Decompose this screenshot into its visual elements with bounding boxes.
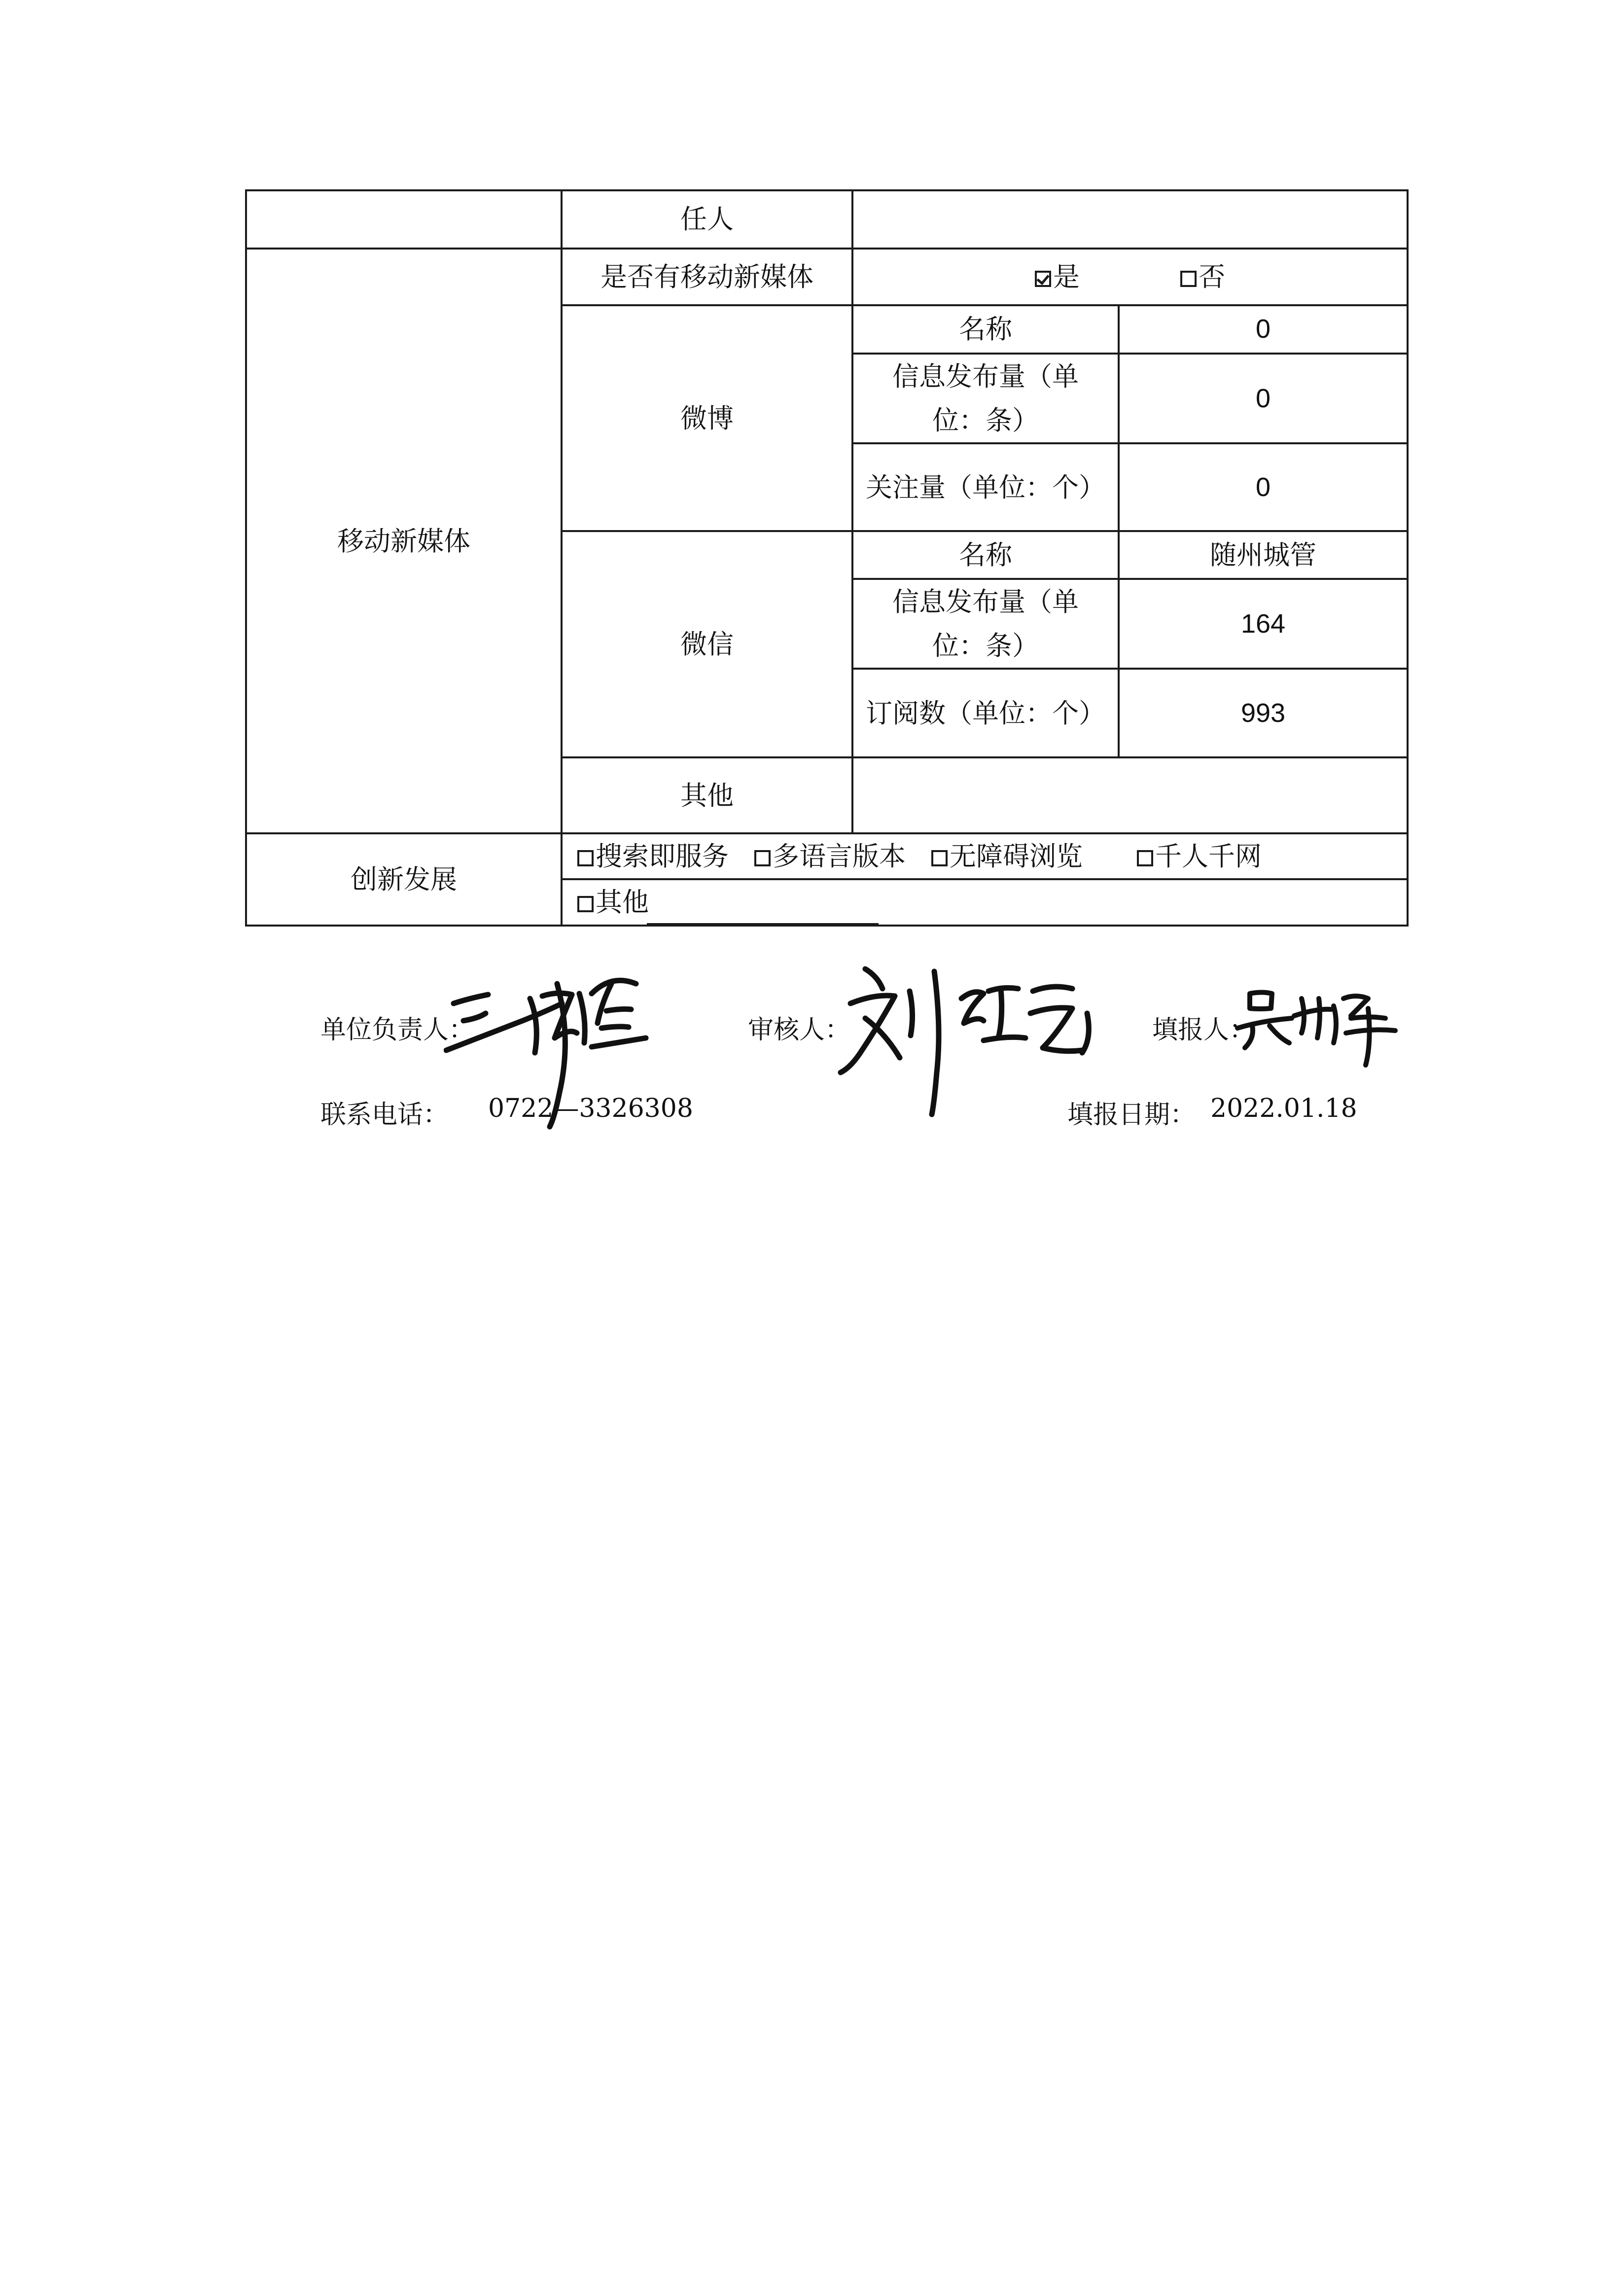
filler-signature [1233, 979, 1410, 1077]
phone-label: 联系电话： [320, 1100, 449, 1130]
wechat-subs-value: 993 [1119, 669, 1408, 757]
yes-label: 是 [1053, 261, 1080, 292]
date-value: 2022.01.18 [1210, 1094, 1357, 1123]
report-table [245, 189, 1409, 927]
checkbox-icon [931, 850, 948, 866]
innovation-options [562, 833, 1408, 879]
innovation-other-label: 其他 [596, 887, 649, 918]
option-search-service[interactable]: 搜索即服务 [577, 834, 729, 878]
wechat-name-value: 随州城管 [1119, 531, 1408, 579]
date-label: 填报日期： [1067, 1100, 1196, 1130]
top-left-cell [246, 190, 562, 249]
mobile-other-value [852, 757, 1408, 833]
weibo-label: 微博 [562, 305, 852, 531]
no-label: 否 [1199, 261, 1226, 292]
unit-head-label: 单位负责人： [320, 1015, 475, 1045]
checkbox-icon [754, 850, 771, 866]
weibo-posts-label: 信息发布量（单位：条） [852, 354, 1119, 443]
phone-value: 0722—3326308 [488, 1094, 693, 1123]
no-checkbox[interactable] [1180, 271, 1197, 287]
top-label-cell: 任人 [562, 190, 852, 249]
mobile-other-label: 其他 [562, 757, 852, 833]
weibo-name-value: 0 [1119, 305, 1408, 354]
wechat-subs-label: 订阅数（单位：个） [852, 669, 1119, 757]
wechat-label: 微信 [562, 531, 852, 757]
option-accessibility[interactable]: 无障碍浏览 [931, 834, 1083, 878]
yes-checkbox[interactable] [1035, 271, 1051, 287]
wechat-posts-value: 164 [1119, 579, 1408, 669]
has-mobile-label: 是否有移动新媒体 [562, 249, 852, 305]
reviewer-label: 审核人： [748, 1015, 851, 1045]
innovation-other [562, 879, 1408, 925]
wechat-name-label: 名称 [852, 531, 1119, 579]
has-mobile-options [852, 249, 1408, 305]
filler-label: 填报人： [1152, 1015, 1255, 1045]
top-value-cell [852, 190, 1408, 249]
checkbox-icon [1137, 850, 1153, 866]
mobile-section-label: 移动新媒体 [246, 249, 562, 833]
option-personalized[interactable]: 千人千网 [1137, 834, 1262, 878]
option-multi-language[interactable]: 多语言版本 [754, 834, 906, 878]
wechat-posts-label: 信息发布量（单位：条） [852, 579, 1119, 669]
other-checkbox[interactable] [577, 896, 594, 912]
weibo-followers-label: 关注量（单位：个） [852, 443, 1119, 531]
weibo-followers-value: 0 [1119, 443, 1408, 531]
innovation-label: 创新发展 [246, 833, 562, 925]
other-input-line[interactable] [647, 899, 879, 925]
checkbox-icon [577, 850, 594, 866]
weibo-posts-value: 0 [1119, 354, 1408, 443]
weibo-name-label: 名称 [852, 305, 1119, 354]
